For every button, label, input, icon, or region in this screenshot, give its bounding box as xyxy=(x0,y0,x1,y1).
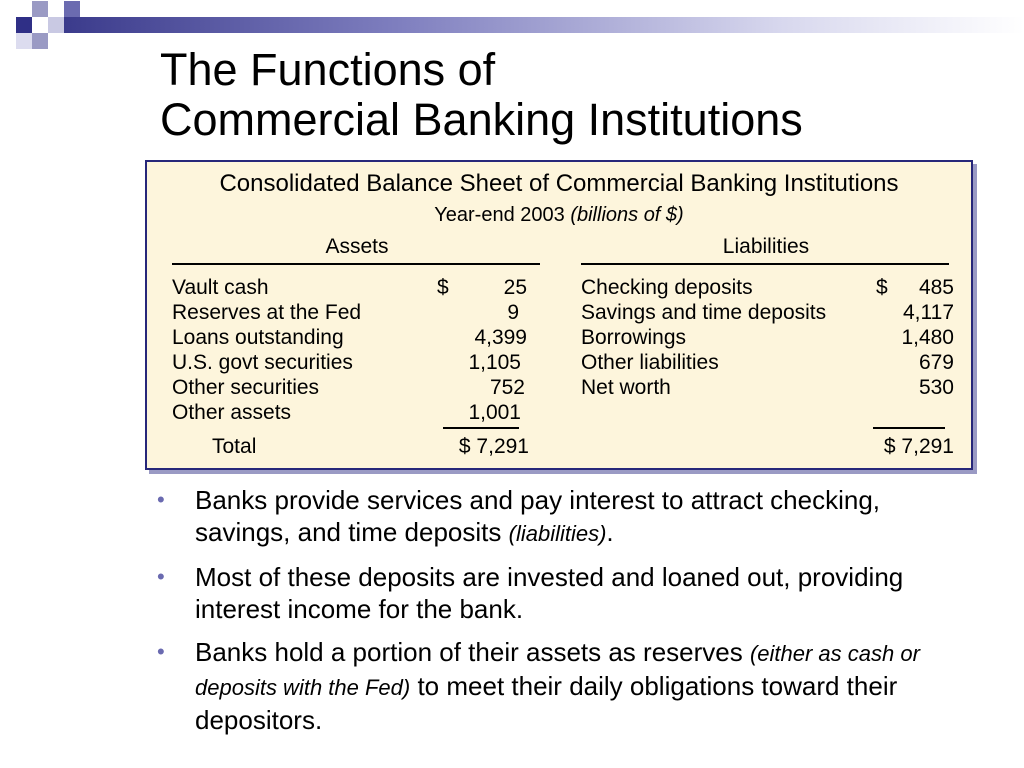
decor-square-dark xyxy=(64,1,80,17)
slide-title xyxy=(160,45,803,145)
liability-label: Other liabilities xyxy=(581,351,719,374)
assets-total-rule xyxy=(443,427,519,429)
bullet-text: Banks hold a portion of their assets as reserves xyxy=(195,637,750,667)
bullet-text: Banks provide services and pay interest to attract checking, savings, and time deposits xyxy=(195,485,881,547)
liability-label: Net worth xyxy=(581,376,671,399)
bullet-list xyxy=(155,484,975,747)
asset-value: 752 xyxy=(489,376,525,399)
asset-value: 1,105 xyxy=(468,351,521,374)
balance-sheet-units: (billions of $) xyxy=(570,204,684,226)
balance-sheet-title: Consolidated Balance Sheet of Commercial Banking Institutions xyxy=(219,170,899,197)
decor-gradient-bar xyxy=(64,17,1024,33)
liability-value: 530 xyxy=(918,376,954,399)
balance-sheet-table xyxy=(145,160,973,470)
liability-value: 679 xyxy=(918,351,954,374)
asset-label: Loans outstanding xyxy=(172,326,344,349)
bullet-item xyxy=(155,561,975,625)
decor-square-light xyxy=(32,1,48,17)
liabilities-header-rule xyxy=(581,263,949,265)
liabilities-total-rule xyxy=(873,427,945,429)
liabilities-total-value: $ 7,291 xyxy=(883,435,954,458)
balance-sheet-year: Year-end 2003 xyxy=(434,204,565,226)
slide-title-line1: The Functions of xyxy=(160,44,496,95)
assets-header-rule xyxy=(172,263,540,265)
bullet-text: Most of these deposits are invested and loaned out, providing interest income for the bank. xyxy=(195,562,904,624)
asset-label: U.S. govt securities xyxy=(172,351,353,374)
liability-value: 485 xyxy=(918,276,954,299)
slide-title-line2: Commercial Banking Institutions xyxy=(160,94,803,145)
bullet-item xyxy=(155,484,975,550)
liability-value: 1,480 xyxy=(901,326,954,349)
bullet-text-after: to meet their daily obligations toward their depositors. xyxy=(195,671,898,735)
asset-label: Vault cash xyxy=(172,276,269,299)
decor-square-light xyxy=(32,33,48,49)
bullet-text-after: . xyxy=(606,517,614,547)
liability-label: Borrowings xyxy=(581,326,687,349)
balance-sheet-subtitle xyxy=(147,204,971,227)
asset-label: Other assets xyxy=(172,401,292,424)
asset-value: 1,001 xyxy=(468,401,521,424)
asset-label: Reserves at the Fed xyxy=(172,301,362,324)
assets-header: Assets xyxy=(325,235,389,258)
asset-value: 4,399 xyxy=(474,326,527,349)
asset-value: 9 xyxy=(507,301,519,324)
assets-total-value: $ 7,291 xyxy=(458,435,529,458)
asset-currency: $ xyxy=(437,276,449,299)
decor-square-dark xyxy=(16,17,32,33)
decor-square-pale xyxy=(16,33,32,49)
assets-total-label: Total xyxy=(212,435,257,458)
liability-label: Savings and time deposits xyxy=(581,301,827,324)
bullet-italic: (liabilities) xyxy=(508,521,607,546)
liability-label: Checking deposits xyxy=(581,276,753,299)
asset-label: Other securities xyxy=(172,376,320,399)
bullet-item xyxy=(155,636,975,736)
bullet-italic: (either as cash or deposits with the Fed) xyxy=(195,641,920,700)
liability-currency: $ xyxy=(876,276,888,299)
liability-value: 4,117 xyxy=(903,301,954,324)
decor-square-mid xyxy=(48,17,64,33)
liabilities-header: Liabilities xyxy=(722,235,810,258)
asset-value: 25 xyxy=(503,276,527,299)
